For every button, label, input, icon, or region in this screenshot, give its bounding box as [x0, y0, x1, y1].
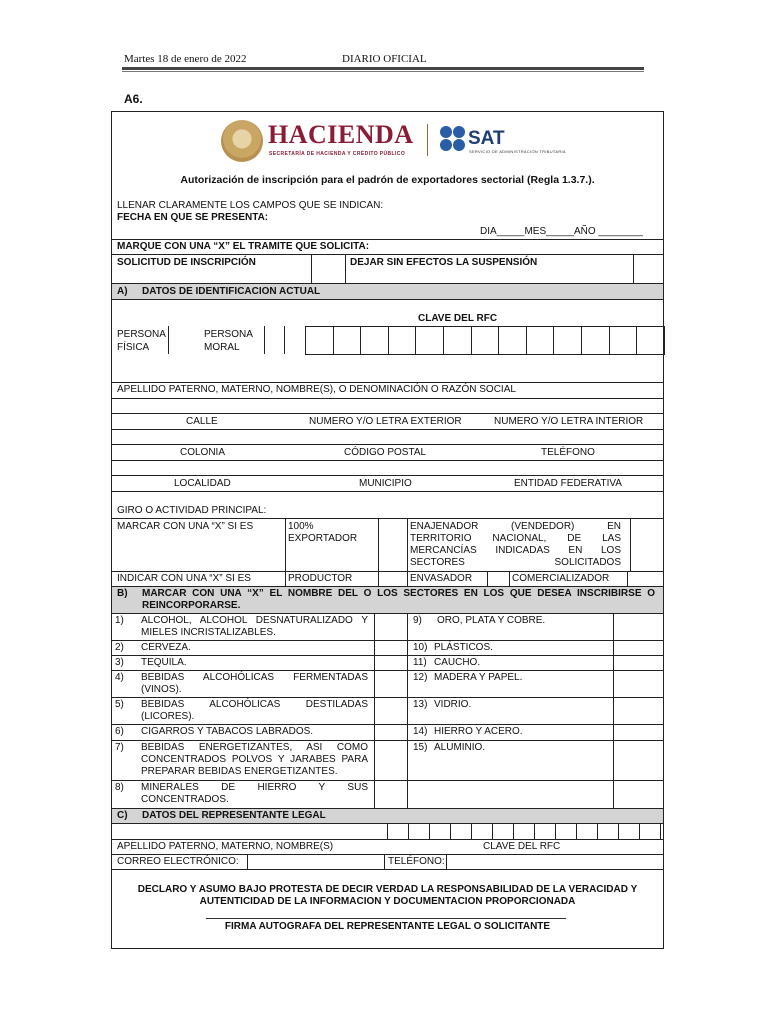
sector-name: BEBIDAS ALCOHÓLICAS FERMENTADAS (VINOS).	[141, 672, 368, 695]
sector-number: 5)	[115, 699, 124, 710]
rule	[111, 808, 664, 809]
rule	[111, 475, 664, 476]
sector-name: ORO, PLATA Y COBRE.	[437, 615, 546, 626]
representative-rfc-char-box[interactable]	[408, 823, 430, 839]
sector-number: 13)	[413, 699, 428, 710]
sector-name: HIERRO Y ACERO.	[434, 726, 523, 737]
tramite-label: MARQUE CON UNA “X” EL TRAMITE QUE SOLICITA:	[117, 241, 370, 252]
name-label: APELLIDO PATERNO, MATERNO, NOMBRE(S), O DENOMINACIÓN O RAZÓN SOCIAL	[117, 384, 516, 395]
numero-exterior-label: NUMERO Y/O LETRA EXTERIOR	[309, 416, 462, 427]
representative-rfc-char-box[interactable]	[429, 823, 451, 839]
journal-name: DIARIO OFICIAL	[342, 53, 427, 65]
sector-name: CAUCHO.	[434, 657, 481, 668]
signature-line[interactable]	[206, 918, 566, 919]
form-title: Autorización de inscripción para el padrón de exportadores sectorial (Regla 1.3.7.).	[180, 174, 595, 186]
checkbox-exportador[interactable]	[378, 518, 407, 571]
sector-number: 10)	[413, 642, 428, 653]
sector-number: 3)	[115, 657, 124, 668]
colonia-label: COLONIA	[180, 447, 226, 458]
representative-rfc-char-box[interactable]	[387, 823, 409, 839]
section-a-letter: A)	[117, 286, 128, 297]
representative-rfc-char-box[interactable]	[555, 823, 577, 839]
section-a-title: DATOS DE IDENTIFICACION ACTUAL	[142, 286, 321, 297]
sector-number: 1)	[115, 615, 124, 626]
rule	[111, 839, 664, 840]
phone-label: TELÉFONO:	[388, 856, 445, 867]
sector-checkbox[interactable]	[375, 698, 406, 724]
publication-date: Martes 18 de enero de 2022	[124, 53, 247, 65]
hacienda-logo: HACIENDA	[268, 120, 414, 149]
persona-fisica-line1: PERSONA	[117, 329, 166, 340]
section-b-title-line1: MARCAR CON UNA “X” EL NOMBRE DEL O LOS SECTORES EN LOS QUE DESEA INSCRIBIRSE O	[142, 588, 655, 599]
rfc-char-box[interactable]	[388, 326, 417, 355]
checkbox-envasador[interactable]	[487, 571, 509, 587]
section-c-title: DATOS DEL REPRESENTANTE LEGAL	[142, 810, 326, 821]
representative-rfc-char-box[interactable]	[576, 823, 598, 839]
giro-label: GIRO O ACTIVIDAD PRINCIPAL:	[117, 505, 267, 516]
rule	[509, 571, 510, 587]
envasador-label: ENVASADOR	[410, 573, 473, 584]
rfc-char-box[interactable]	[636, 326, 665, 355]
rule	[285, 518, 286, 587]
exportador-line1: 100%	[288, 521, 314, 532]
sector-name: BEBIDAS ALCOHÓLICAS DESTILADAS (LICORES).	[141, 699, 368, 722]
section-b-title-line2: REINCORPORARSE.	[142, 600, 241, 611]
sector-number: 4)	[115, 672, 124, 683]
sector-name: MADERA Y PAPEL.	[434, 672, 523, 683]
persona-moral-line1: PERSONA	[204, 329, 253, 340]
checkbox-solicitud-inscripcion[interactable]	[311, 254, 346, 284]
representative-rfc-char-box[interactable]	[471, 823, 493, 839]
representative-rfc-char-box[interactable]	[618, 823, 640, 839]
checkbox-enajenador[interactable]	[630, 518, 664, 571]
rule	[111, 299, 664, 300]
option-solicitud-inscripcion: SOLICITUD DE INSCRIPCIÓN	[117, 257, 256, 268]
municipio-label: MUNICIPIO	[359, 478, 412, 489]
rfc-label: CLAVE DEL RFC	[418, 313, 498, 324]
representative-rfc-label: CLAVE DEL RFC	[483, 841, 561, 852]
rfc-char-box[interactable]	[526, 326, 555, 355]
comercializador-label: COMERCIALIZADOR	[512, 573, 610, 584]
sector-name: MINERALES DE HIERRO Y SUS CONCENTRADOS.	[141, 782, 368, 805]
rule	[111, 460, 664, 461]
sector-number: 6)	[115, 726, 124, 737]
numero-interior-label: NUMERO Y/O LETRA INTERIOR	[494, 416, 644, 427]
sector-checkbox[interactable]	[375, 741, 406, 780]
rule	[111, 254, 664, 255]
sector-name: TEQUILA.	[141, 657, 187, 668]
sector-checkbox[interactable]	[375, 656, 406, 670]
rule	[407, 518, 408, 587]
marcar-label: MARCAR CON UNA “X” SI ES	[117, 521, 254, 532]
header-rule-thin	[122, 71, 644, 72]
sector-checkbox[interactable]	[375, 781, 406, 808]
persona-moral-line2: MORAL	[204, 342, 240, 353]
sector-checkbox[interactable]	[614, 641, 663, 655]
rule	[111, 413, 664, 414]
email-field[interactable]	[247, 854, 385, 870]
section-b-letter: B)	[117, 588, 128, 599]
rfc-char-box[interactable]	[305, 326, 334, 355]
sector-checkbox[interactable]	[614, 725, 663, 740]
rule	[111, 444, 664, 445]
sector-number: 8)	[115, 782, 124, 793]
sector-number: 12)	[413, 672, 428, 683]
declaration-line2: AUTENTICIDAD DE LA INFORMACION Y DOCUMENTACION PROPORCIONADA	[199, 896, 576, 907]
checkbox-productor[interactable]	[378, 571, 407, 587]
checkbox-persona-fisica[interactable]	[168, 326, 169, 354]
rule	[111, 382, 664, 383]
sector-name: CIGARROS Y TABACOS LABRADOS.	[141, 726, 314, 737]
rule	[111, 239, 664, 240]
rfc-char-box[interactable]	[333, 326, 362, 355]
representative-rfc-char-box[interactable]	[513, 823, 535, 839]
sat-subtitle: SERVICIO DE ADMINISTRACIÓN TRIBUTARIA	[469, 149, 566, 154]
representative-rfc-char-box[interactable]	[450, 823, 472, 839]
sector-name: VIDRIO.	[434, 699, 472, 710]
representative-rfc-char-box[interactable]	[597, 823, 619, 839]
section-c-letter: C)	[117, 810, 128, 821]
logo-divider	[427, 124, 428, 156]
sector-checkbox[interactable]	[375, 641, 406, 655]
sector-checkbox[interactable]	[614, 698, 663, 724]
indicar-label: INDICAR CON UNA “X” SI ES	[117, 573, 251, 584]
sector-checkbox[interactable]	[614, 656, 663, 670]
representative-rfc-char-box[interactable]	[534, 823, 556, 839]
sat-logo: SAT	[468, 128, 505, 149]
sector-checkbox[interactable]	[375, 671, 406, 697]
sector-name: PLÁSTICOS.	[434, 642, 493, 653]
logo-area	[111, 118, 664, 164]
rfc-char-box[interactable]	[553, 326, 582, 355]
email-label: CORREO ELECTRÓNICO:	[117, 856, 239, 867]
sector-number: 11)	[413, 657, 427, 668]
representative-rfc-char-box[interactable]	[639, 823, 661, 839]
rfc-char-box[interactable]	[415, 326, 444, 355]
telefono-label: TELÉFONO	[541, 447, 595, 458]
signature-label: FIRMA AUTOGRAFA DEL REPRESENTANTE LEGAL O SOLICITANTE	[224, 921, 551, 932]
sector-checkbox[interactable]	[375, 614, 406, 640]
representative-rfc-char-box[interactable]	[492, 823, 514, 839]
rule	[111, 398, 664, 399]
persona-fisica-line2: FÍSICA	[117, 342, 150, 353]
calle-label: CALLE	[186, 416, 218, 427]
rfc-char-box[interactable]	[498, 326, 527, 355]
rule	[407, 613, 408, 808]
exportador-line2: EXPORTADOR	[288, 533, 358, 544]
form-code: A6.	[124, 92, 143, 106]
declaration-line1: DECLARO Y ASUMO BAJO PROTESTA DE DECIR VERDAD LA RESPONSABILIDAD DE LA VERACIDAD Y	[137, 884, 638, 895]
hacienda-subtitle: SECRETARÍA DE HACIENDA Y CRÉDITO PÚBLICO	[269, 151, 406, 157]
entidad-federativa-label: ENTIDAD FEDERATIVA	[514, 478, 622, 489]
rule	[111, 429, 664, 430]
sector-number: 15)	[413, 742, 428, 753]
sector-checkbox[interactable]	[375, 725, 406, 740]
date-label: FECHA EN QUE SE PRESENTA:	[117, 212, 269, 223]
rule	[111, 491, 664, 492]
codigo-postal-label: CÓDIGO POSTAL	[344, 447, 427, 458]
checkbox-dejar-sin-efectos[interactable]	[633, 254, 664, 284]
sector-number: 9)	[413, 615, 422, 626]
phone-field[interactable]	[446, 854, 664, 870]
representative-name-label: APELLIDO PATERNO, MATERNO, NOMBRE(S)	[117, 841, 334, 852]
sat-logo-icon	[440, 126, 466, 152]
sector-name: CERVEZA.	[141, 642, 191, 653]
productor-label: PRODUCTOR	[288, 573, 353, 584]
sector-number: 14)	[413, 726, 428, 737]
rfc-char-box[interactable]	[471, 326, 500, 355]
sector-checkbox[interactable]	[614, 741, 663, 780]
instructions: LLENAR CLARAMENTE LOS CAMPOS QUE SE INDICAN:	[117, 200, 384, 211]
option-dejar-sin-efectos: DEJAR SIN EFECTOS LA SUSPENSIÓN	[350, 257, 538, 268]
rule	[111, 869, 664, 870]
sector-name: ALUMINIO.	[434, 742, 486, 753]
checkbox-persona-moral[interactable]	[284, 326, 285, 354]
header-rule	[122, 67, 644, 70]
rfc-char-box[interactable]	[581, 326, 610, 355]
rule	[264, 326, 265, 354]
enajenador-text: ENAJENADOR (VENDEDOR) EN TERRITORIO NACIONAL, DE LAS MERCANCÍAS INDICADAS EN LOS SECTORES SOLICITADOS	[410, 521, 621, 568]
checkbox-comercializador[interactable]	[627, 571, 664, 587]
rfc-char-box[interactable]	[360, 326, 389, 355]
sector-name: BEBIDAS ENERGETIZANTES, ASI COMO CONCENTRADOS POLVOS Y JARABES PARA PREPARAR BEBIDAS ENERGETIZANTES.	[141, 742, 368, 777]
date-fields[interactable]: DIA_____MES_____AÑO ________	[480, 226, 643, 237]
sector-name: ALCOHOL, ALCOHOL DESNATURALIZADO Y MIELES INCRISTALIZABLES.	[141, 615, 368, 638]
sector-checkbox[interactable]	[614, 671, 663, 697]
sector-number: 2)	[115, 642, 124, 653]
rfc-char-box[interactable]	[609, 326, 638, 355]
rfc-char-box[interactable]	[443, 326, 472, 355]
sector-number: 7)	[115, 742, 124, 753]
sector-checkbox[interactable]	[614, 614, 663, 640]
national-seal-icon	[221, 120, 263, 162]
localidad-label: LOCALIDAD	[174, 478, 231, 489]
